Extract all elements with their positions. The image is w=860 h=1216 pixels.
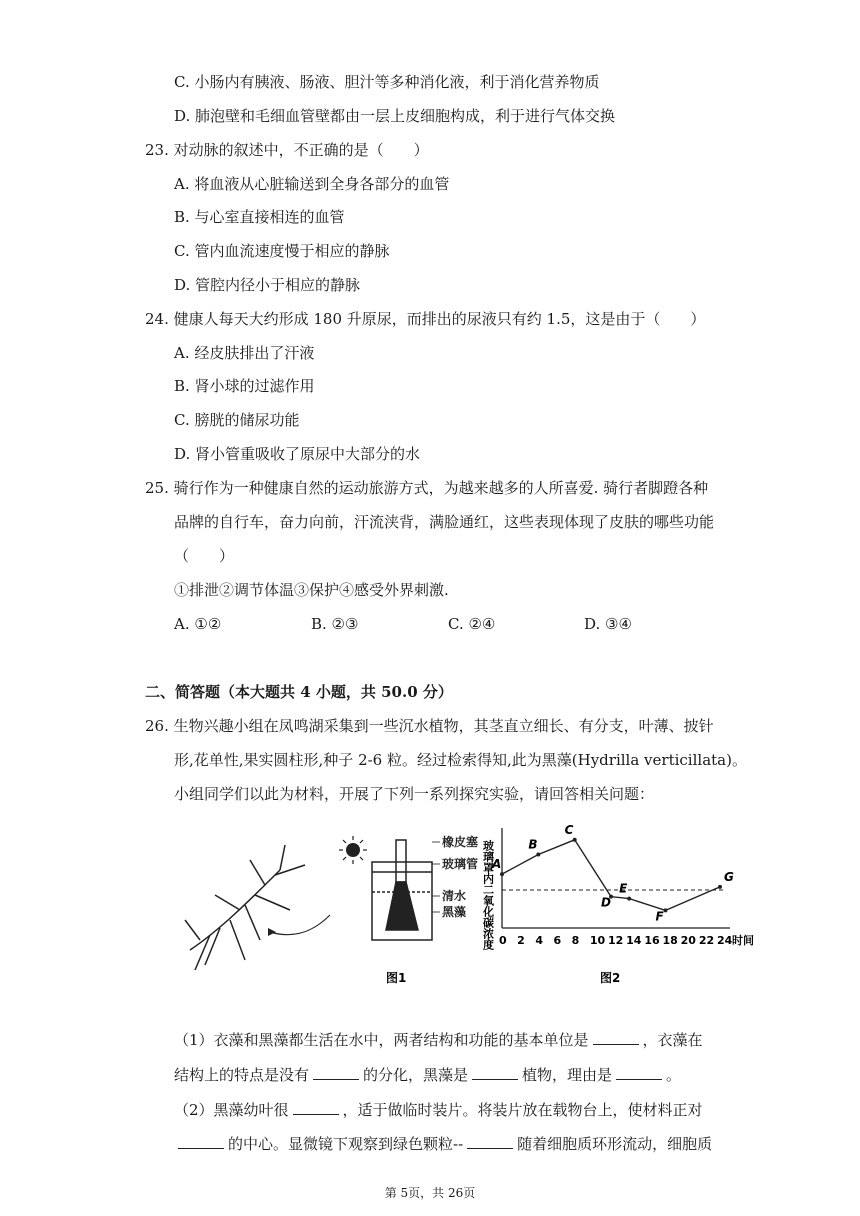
sub2-text-a: （2）黑藻幼叶很 (174, 1101, 289, 1119)
option-d: D. 肺泡壁和毛细血管壁都由一层上皮细胞构成，利于进行气体交换 (174, 107, 616, 125)
chart-ylabel: 玻璃罩内二氧化碳浓度 (481, 840, 495, 950)
q23-option-d: D. 管腔内径小于相应的静脉 (174, 276, 361, 294)
answer-blank[interactable] (178, 1133, 224, 1149)
apparatus-drawing (372, 840, 432, 940)
answer-blank[interactable] (616, 1064, 662, 1080)
label-water: 清水 (442, 889, 467, 903)
data-point (500, 872, 504, 876)
answer-blank[interactable] (293, 1099, 339, 1115)
subquestion-1-cont (174, 1064, 681, 1085)
label-hydrilla: 黑藻 (442, 905, 467, 919)
x-tick-label: 12 (608, 934, 624, 947)
subquestion-2 (174, 1099, 703, 1120)
arrow-line (270, 915, 330, 935)
q24-option-b: B. 肾小球的过滤作用 (174, 377, 315, 395)
x-tick-label: 8 (571, 934, 580, 947)
question-26-line2: 形,花单性,果实圆柱形,种子 2-6 粒。经过检索得知,此为黑藻(Hydrilla verticillata)。 (174, 751, 747, 769)
sub2-text-b: ，适于做临时装片。将装片放在载物台上，使材料正对 (342, 1101, 703, 1119)
question-25-paren: （ ） (174, 547, 235, 565)
question-23: 23. 对动脉的叙述中，不正确的是（ ） (145, 141, 429, 159)
question-25: 25. 骑行作为一种健康自然的运动旅游方式，为越来越多的人所喜爱. 骑行者脚蹬各种 (145, 479, 709, 497)
data-point (718, 885, 722, 889)
answer-blank[interactable] (593, 1029, 639, 1045)
section-heading: 二、简答题（本大题共 4 小题，共 50.0 分） (145, 683, 453, 701)
answer-blank[interactable] (313, 1064, 359, 1080)
q25-option-a: A. ①② (174, 615, 222, 633)
point-label: C (564, 822, 574, 837)
label-glass-tube: 玻璃管 (442, 857, 479, 871)
q24-option-c: C. 膀胱的储尿功能 (174, 411, 300, 429)
point-label: A (492, 857, 502, 872)
x-tick-label: 2 (517, 934, 525, 947)
x-tick-label: 6 (553, 934, 562, 947)
sub2-text-d: 随着细胞质环形流动，细胞质 (517, 1135, 713, 1153)
experiment-figure (160, 820, 760, 995)
sub1-text-e: 植物，理由是 (522, 1066, 613, 1084)
sub1-text-f: 。 (666, 1066, 682, 1084)
q23-option-c: C. 管内血流速度慢于相应的静脉 (174, 242, 390, 260)
x-tick-label: 20 (680, 934, 696, 947)
page-footer: 第 5页，共 26页 (384, 1186, 476, 1200)
q23-option-b: B. 与心室直接相连的血管 (174, 208, 345, 226)
answer-blank[interactable] (467, 1133, 513, 1149)
q23-option-a: A. 将血液从心脏输送到全身各部分的血管 (174, 175, 450, 193)
co2-chart (482, 823, 755, 985)
data-point (664, 908, 668, 912)
q25-option-b: B. ②③ (311, 615, 359, 633)
sub1-text-b: ，衣藻在 (642, 1031, 703, 1049)
question-25-cont: 品牌的自行车，奋力向前，汗流浃背，满脸通红，这些表现体现了皮肤的哪些功能 (174, 513, 715, 531)
sub1-text-c: 结构上的特点是没有 (174, 1066, 310, 1084)
data-point (573, 838, 577, 842)
chart-xlabel: 时间 (732, 934, 754, 947)
sub1-text-a: （1）衣藻和黑藻都生活在水中，两者结构和功能的基本单位是 (174, 1031, 589, 1049)
question-25-items: ①排泄②调节体温③保护④感受外界刺激. (174, 581, 449, 599)
answer-blank[interactable] (472, 1064, 518, 1080)
x-tick-label: 10 (589, 934, 606, 947)
plant-drawing (185, 845, 305, 970)
x-tick-label: 16 (644, 934, 660, 947)
option-c: C. 小肠内有胰液、肠液、胆汁等多种消化液，利于消化营养物质 (174, 73, 600, 91)
x-tick-label: 22 (698, 934, 715, 947)
data-point (536, 853, 540, 857)
x-tick-label: 4 (535, 934, 543, 947)
point-label: D (601, 895, 611, 910)
q24-option-d: D. 肾小管重吸收了原尿中大部分的水 (174, 445, 421, 463)
figure-svg (160, 820, 760, 995)
q24-option-a: A. 经皮肤排出了汗液 (174, 344, 315, 362)
point-label: G (724, 869, 734, 884)
point-label: B (528, 837, 538, 852)
fig2-caption: 图2 (600, 971, 621, 985)
x-tick-label: 0 (499, 934, 507, 947)
data-point (627, 897, 631, 901)
arrow-head (268, 928, 276, 936)
subquestion-1 (174, 1029, 703, 1050)
q25-option-d: D. ③④ (584, 615, 632, 633)
sub1-text-d: 的分化，黑藻是 (363, 1066, 469, 1084)
point-label: E (619, 881, 628, 896)
x-tick-label: 18 (662, 934, 678, 947)
question-26: 26. 生物兴趣小组在凤鸣湖采集到一些沉水植物，其茎直立细长、有分支，叶薄、披针 (145, 717, 714, 735)
fig1-caption: 图1 (386, 971, 407, 985)
sun-icon (339, 836, 367, 864)
x-tick-label: 14 (626, 934, 642, 947)
q25-option-c: C. ②④ (448, 615, 496, 633)
sub2-text-c: 的中心。显微镜下观察到绿色颗粒-- (228, 1135, 464, 1153)
subquestion-2-cont (174, 1133, 712, 1154)
question-26-line3: 小组同学们以此为材料，开展了下列一系列探究实验，请回答相关问题： (174, 785, 655, 803)
label-rubber-stopper: 橡皮塞 (442, 835, 479, 849)
x-tick-label: 24 (717, 934, 733, 947)
question-24: 24. 健康人每天大约形成 180 升原尿，而排出的尿液只有约 1.5，这是由于（ ） (145, 310, 706, 328)
point-label: F (655, 909, 664, 924)
